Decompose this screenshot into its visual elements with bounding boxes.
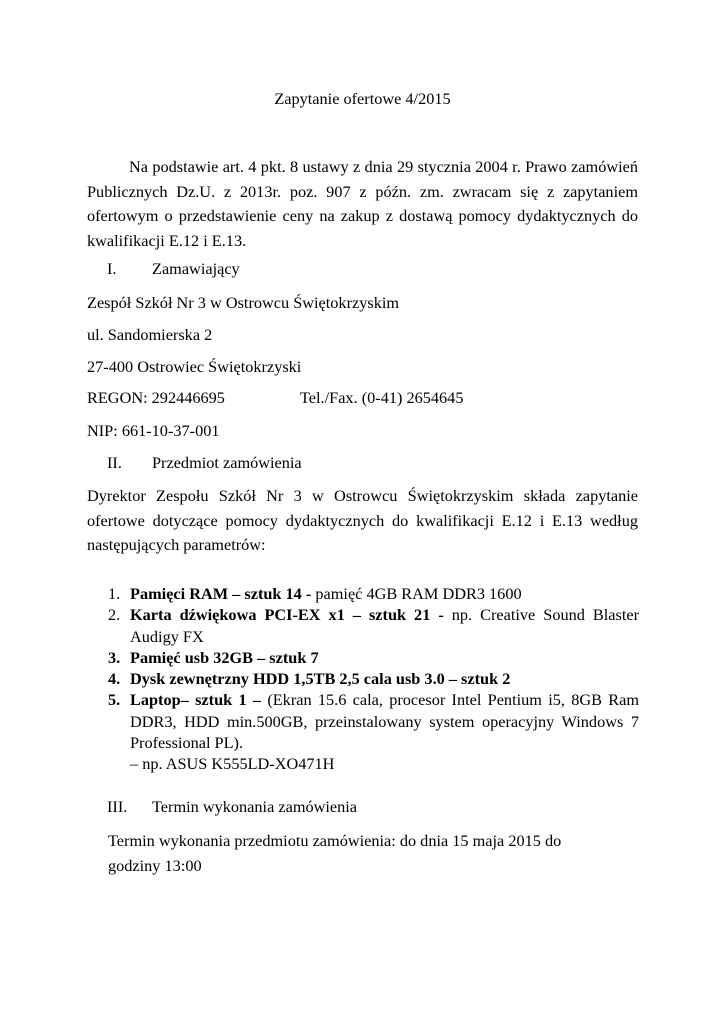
item-text: np. Creative Sound Blaster Audigy FX: [130, 605, 639, 646]
item-text: (Ekran 15.6 cala, procesor Intel Pentium i5, 8GB Ram DDR3, HDD min.500GB, przeinstalowany system operacyjny Windows 7 Professional PL).: [130, 690, 639, 753]
orderer-name: Zespół Szkół Nr 3 w Ostrowcu Świętokrzyskim: [87, 293, 400, 312]
item-bold-text: Dysk zewnętrzny HDD 1,5TB 2,5 cala usb 3.0 – sztuk 2: [130, 669, 511, 689]
item-bold-text: Pamięć usb 32GB – sztuk 7: [130, 647, 319, 667]
item-number: 1.: [108, 584, 121, 603]
orderer-street: ul. Sandomierska 2: [87, 325, 213, 344]
orderer-regon: REGON: 292446695: [87, 388, 225, 407]
subject-paragraph: Dyrektor Zespołu Szkół Nr 3 w Ostrowcu Świętokrzyskim składa zapytanie ofertowe dotyczące pomocy dydaktycznych do kwalifikacji E.12 i E.13 według następujących parametrów:: [87, 486, 638, 554]
item-number: 5.: [108, 690, 121, 710]
item-extra-text: – np. ASUS K555LD-XO471H: [130, 754, 335, 774]
intro-paragraph: Na podstawie art. 4 pkt. 8 ustawy z dnia 29 stycznia 2004 r. Prawo zamówień Publicznych Dz.U. z 2013r. poz. 907 z późn. zm. zwracam się z zapytaniem ofertowym o przedstawienie ceny na zakup z dostawą pomocy dydaktycznych do kwalifikacji E.12 i E.13.: [87, 157, 638, 250]
section-heading-orderer: [107, 258, 240, 280]
items-list: [108, 583, 639, 775]
document-title: Zapytanie ofertowe 4/2015: [274, 89, 451, 108]
item-number: 3.: [108, 647, 121, 667]
list-item: [108, 583, 639, 604]
item-bold-text: Pamięci RAM – sztuk 14 -: [130, 584, 316, 603]
section-title: Przedmiot zamówienia: [152, 453, 302, 472]
section-number: III.: [107, 797, 128, 816]
section-number: I.: [107, 259, 117, 278]
list-item: [108, 604, 639, 647]
orderer-nip: NIP: 661-10-37-001: [87, 421, 220, 440]
list-item: [108, 689, 639, 774]
item-number: 4.: [108, 669, 121, 689]
list-item: [108, 668, 639, 689]
section-heading-deadline: [107, 796, 357, 818]
section-number: II.: [107, 453, 122, 472]
item-bold-text: Laptop– sztuk 1 –: [130, 690, 268, 710]
orderer-tel: Tel./Fax. (0-41) 2654645: [300, 388, 464, 407]
section-title: Zamawiający: [152, 259, 240, 278]
item-bold-text: Karta dźwiękowa PCI-EX x1 – sztuk 21 -: [130, 605, 452, 625]
item-text: pamięć 4GB RAM DDR3 1600: [315, 584, 522, 603]
orderer-city: 27-400 Ostrowiec Świętokrzyski: [87, 357, 302, 376]
deadline-paragraph: Termin wykonania przedmiotu zamówienia: do dnia 15 maja 2015 do godziny 13:00: [108, 831, 562, 875]
item-number: 2.: [108, 605, 121, 625]
section-heading-subject: [107, 452, 302, 474]
list-item: [108, 647, 639, 668]
section-title: Termin wykonania zamówienia: [152, 797, 358, 816]
